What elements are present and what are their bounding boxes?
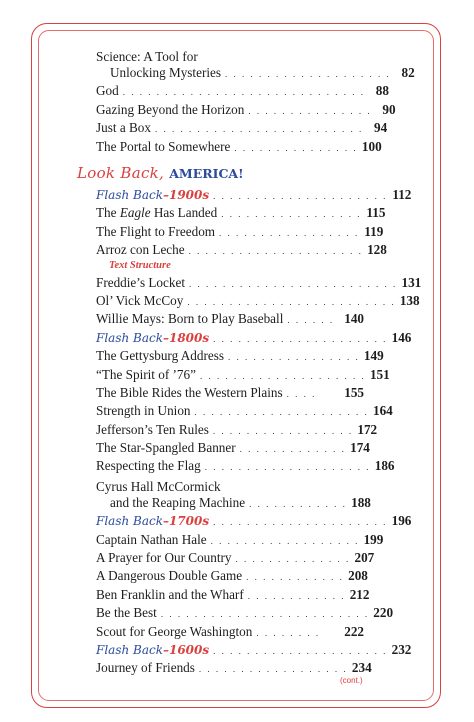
toc-entry-title: God xyxy=(96,83,119,99)
toc-entry-page: 155 xyxy=(344,384,364,400)
toc-entry xyxy=(96,403,393,419)
toc-entry-title: Be the Best xyxy=(96,605,157,621)
table-of-contents-section xyxy=(96,187,422,679)
toc-entry-title: “The Spirit of ’76” xyxy=(96,366,196,382)
leader-dots: . . . . . . . . . . . . . . . . . . xyxy=(210,535,360,546)
toc-entry xyxy=(96,274,422,291)
toc-entry-page: 199 xyxy=(363,531,384,547)
flash-back-era: –1800s xyxy=(162,330,210,345)
toc-entry xyxy=(96,421,378,438)
toc-entry-title-line2: Unlocking Mysteries xyxy=(110,65,221,80)
toc-entry xyxy=(96,531,384,548)
toc-entry-page: 174 xyxy=(350,440,370,456)
toc-entry-title: Respecting the Flag xyxy=(96,458,201,474)
leader-dots: . . . . . . . . . . . . . . . xyxy=(248,105,372,116)
toc-entry xyxy=(96,568,368,584)
flash-back-heading xyxy=(96,187,412,203)
toc-entry xyxy=(96,138,382,155)
leader-dots: . . . . . . xyxy=(287,315,335,326)
leader-dots: . . . . . . . . . . . . . . . . . . . . . xyxy=(213,333,388,344)
toc-entry xyxy=(96,120,388,136)
toc-entry xyxy=(96,205,386,221)
toc-entry xyxy=(96,292,420,309)
leader-dots: . . . . . . . . . . . . . . . . . . . . xyxy=(224,69,391,79)
toc-entry-page: 212 xyxy=(349,586,370,602)
leader-dots: . . . . . . . . . . . . . . . . . . . . . xyxy=(213,191,388,201)
toc-entry-page: 119 xyxy=(364,223,384,239)
leader-dots: . . . . . . . . . . . . . . . . . . . . xyxy=(204,462,371,473)
toc-entry-title: Journey of Friends xyxy=(96,660,195,676)
toc-entry xyxy=(96,586,370,603)
toc-entry xyxy=(96,477,371,511)
toc-entry-page: 90 xyxy=(382,101,396,117)
toc-entry xyxy=(96,440,370,456)
leader-dots: . . . . . . . . . . . . xyxy=(247,590,346,601)
leader-dots: . . . . . . . . . . . . . . . . . . . . . . . . . . . . . xyxy=(122,87,365,98)
toc-entry-page: 234 xyxy=(351,660,372,676)
leader-dots: . . . . . . . . . . . . xyxy=(246,572,344,583)
toc-entry-title: Jefferson’s Ten Rules xyxy=(96,421,209,437)
toc-entry-title-line2: and the Reaping Machine xyxy=(110,494,246,510)
toc-entry xyxy=(96,605,394,621)
section-title-script: Look Back, xyxy=(77,164,165,182)
toc-entry xyxy=(96,47,415,81)
toc-entry-page: 140 xyxy=(344,311,364,327)
toc-entry-page: 164 xyxy=(372,403,393,419)
toc-entry-page: 138 xyxy=(399,292,420,308)
toc-entry-title: The Bible Rides the Western Plains xyxy=(96,384,283,400)
leader-dots: . . . . . . . . xyxy=(256,627,321,638)
toc-entry xyxy=(96,83,389,99)
flash-back-era: –1700s xyxy=(162,514,210,529)
leader-dots: . . . . . . . . . . . . . . . . . . . . . xyxy=(194,407,369,418)
toc-entry xyxy=(96,550,375,566)
toc-entry-page: 115 xyxy=(366,205,386,221)
leader-dots: . . . . . . . . . . . . . . . . . xyxy=(212,425,354,436)
toc-entry xyxy=(96,385,364,401)
toc-entry xyxy=(96,366,390,383)
leader-dots: . . . . . . . . . . . . . . . . . xyxy=(221,209,362,220)
toc-entry xyxy=(96,458,395,474)
flash-back-heading xyxy=(96,513,412,529)
toc-entry-page: 188 xyxy=(351,494,371,510)
flash-back-heading xyxy=(96,329,412,346)
leader-dots: . . . . . . . . . . . . . . . . . . . . . . . . . xyxy=(189,278,398,289)
continued-label: (cont.) xyxy=(340,676,363,685)
flash-back-label: Flash Back xyxy=(96,188,163,202)
flash-back-label: Flash Back xyxy=(96,330,163,345)
leader-dots: . . . . . . . . . . . . . . . . . . . . . xyxy=(188,246,363,257)
toc-entry-title: The Gettysburg Address xyxy=(96,348,224,364)
toc-entry xyxy=(96,223,384,240)
toc-entry-title: The Star-Spangled Banner xyxy=(96,440,236,456)
toc-entry xyxy=(96,348,384,364)
toc-entry-title: Ben Franklin and the Wharf xyxy=(96,586,244,602)
toc-entry-title: A Dangerous Double Game xyxy=(96,568,243,584)
toc-entry xyxy=(96,624,364,640)
toc-entry xyxy=(96,660,372,676)
toc-entry xyxy=(96,101,396,118)
toc-entry-title: A Prayer for Our Country xyxy=(96,550,232,566)
toc-entry-title: Scout for George Washington xyxy=(96,623,253,639)
toc-entry-title: The Portal to Somewhere xyxy=(96,138,231,154)
leader-dots: . . . . . . . . . . . . . . . xyxy=(234,142,358,153)
toc-entry xyxy=(96,242,387,258)
toc-entry-title: The Flight to Freedom xyxy=(96,223,216,239)
leader-dots: . . . . . . . . . . . . . . . . . . . . . xyxy=(213,517,388,528)
toc-entry-page: 186 xyxy=(374,458,395,474)
leader-dots: . . . . . . . . . . . . . xyxy=(239,444,346,455)
leader-dots: . . . . . . . . . . . . . . . . . . . . . . . . . xyxy=(160,609,370,620)
leader-dots: . . . . . . . . . . . . . . . . . . . . xyxy=(199,370,366,381)
toc-entry-page: 88 xyxy=(375,83,389,99)
toc-entry-page: 220 xyxy=(373,605,394,621)
flash-back-era: –1600s xyxy=(162,642,210,657)
leader-dots: . . . . xyxy=(286,388,317,399)
toc-entry-title: Strength in Union xyxy=(96,403,191,419)
toc-entry xyxy=(96,311,364,327)
toc-entry-page: 112 xyxy=(392,187,412,202)
leader-dots: . . . . . . . . . . . . . . . . . . xyxy=(198,664,348,675)
leader-dots: . . . . . . . . . . . . . . . . xyxy=(227,352,360,363)
toc-entry-page: 196 xyxy=(391,513,412,529)
flash-back-label: Flash Back xyxy=(96,514,163,529)
section-title-caps: AMERICA! xyxy=(169,166,244,181)
flash-back-heading xyxy=(96,641,412,658)
toc-entry-page: 222 xyxy=(344,623,364,639)
toc-entry-page: 131 xyxy=(401,274,422,290)
leader-dots: . . . . . . . . . . . . . . . . . . . . . . . . . xyxy=(187,296,396,307)
toc-entry-title: Gazing Beyond the Horizon xyxy=(96,101,245,117)
leader-dots: . . . . . . . . . . . . . . xyxy=(235,554,351,565)
toc-entry-title: Arroz con Leche xyxy=(96,242,185,258)
toc-entry-title-line1: Science: A Tool for xyxy=(96,49,198,64)
toc-entry-page: 149 xyxy=(363,348,384,364)
toc-entry-page: 208 xyxy=(348,568,368,584)
leader-dots: . . . . . . . . . . . . . . . . . . . . . . . . . xyxy=(154,124,364,135)
toc-entry-title: Just a Box xyxy=(96,120,151,136)
toc-entry-page: 151 xyxy=(369,366,390,382)
toc-entry-page: 128 xyxy=(367,242,387,258)
toc-entry-title-line1: Cyrus Hall McCormick xyxy=(96,478,221,494)
toc-entry-title: The Eagle Has Landed xyxy=(96,205,218,221)
toc-entry-page: 82 xyxy=(401,65,415,80)
toc-entry-title: Ol’ Vick McCoy xyxy=(96,292,184,308)
toc-entry-title: Captain Nathan Hale xyxy=(96,531,207,547)
section-title xyxy=(77,164,244,182)
text-structure-label: Text Structure xyxy=(109,259,171,271)
toc-entry-page: 94 xyxy=(374,120,388,136)
toc-entry-page: 100 xyxy=(361,138,382,154)
flash-back-label: Flash Back xyxy=(96,642,163,657)
table-of-contents xyxy=(96,47,415,157)
flash-back-era: –1900s xyxy=(162,188,210,202)
leader-dots: . . . . . . . . . . . . . . . . . xyxy=(219,227,360,238)
toc-entry-title: Willie Mays: Born to Play Baseball xyxy=(96,311,284,327)
leader-dots: . . . . . . . . . . . . . . . . . . . . . xyxy=(213,645,388,656)
toc-entry-page: 146 xyxy=(391,329,412,345)
toc-entry-title: Freddie’s Locket xyxy=(96,274,185,290)
toc-entry-page: 207 xyxy=(354,550,375,566)
toc-entry-page: 232 xyxy=(391,641,412,657)
leader-dots: . . . . . . . . . . . . xyxy=(249,498,347,509)
toc-entry-page: 172 xyxy=(357,421,378,437)
